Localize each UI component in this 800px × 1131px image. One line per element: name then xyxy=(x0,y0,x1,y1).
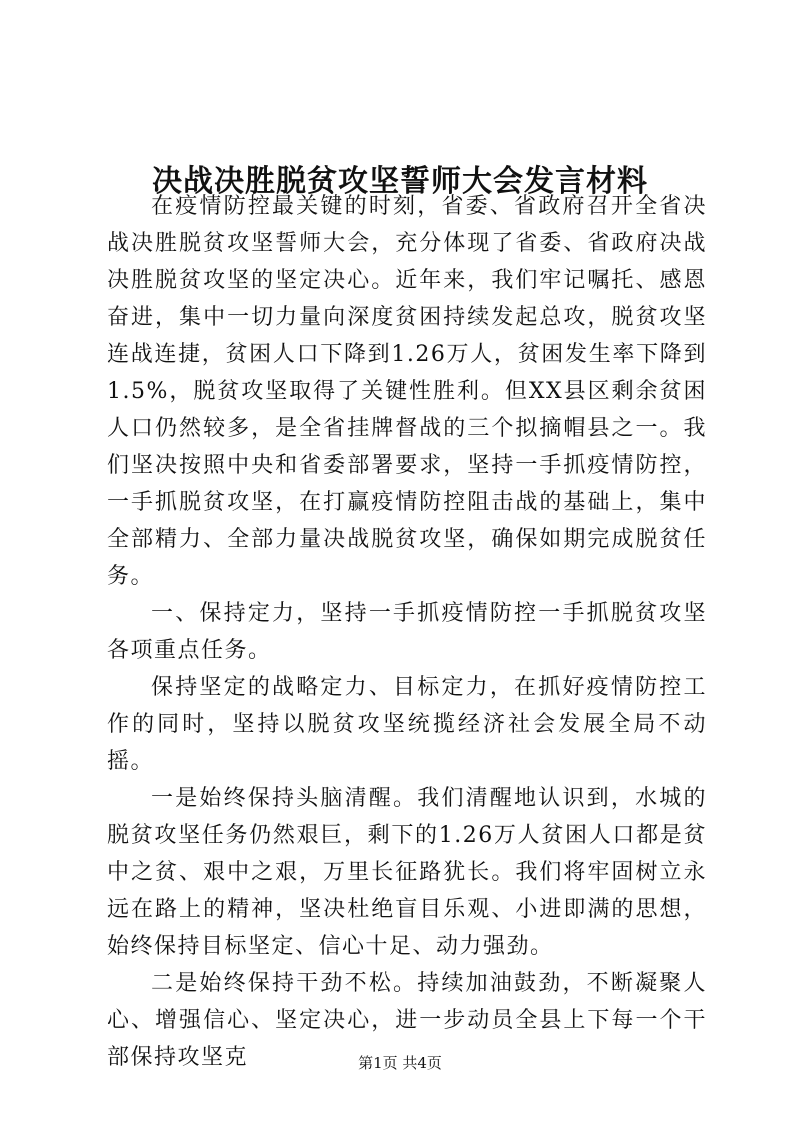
paragraph-intro: 在疫情防控最关键的时刻，省委、省政府召开全省决战决胜脱贫攻坚誓师大会，充分体现了省委、省政府决战决胜脱贫攻坚的坚定决心。近年来，我们牢记嘱托、感恩奋进，集中一切力量向深度贫困持续发起总攻，脱贫攻坚连战连捷，贫困人口下降到1.26万人，贫困发生率下降到1.5%，脱贫攻坚取得了关键性胜利。但XX县区剩余贫困人口仍然较多，是全省挂牌督战的三个拟摘帽县之一。我们坚决按照中央和省委部署要求，坚持一手抓疫情防控，一手抓脱贫攻坚，在打赢疫情防控阻击战的基础上，集中全部精力、全部力量决战脱贫攻坚，确保如期完成脱贫任务。 xyxy=(107,194,707,589)
paragraph-strategy: 保持坚定的战略定力、目标定力，在抓好疫情防控工作的同时，坚持以脱贫攻坚统揽经济社会发展全局不动摇。 xyxy=(107,675,707,774)
document-body xyxy=(107,188,707,1076)
document-title: 决战决胜脱贫攻坚誓师大会发言材料 xyxy=(152,164,648,200)
section-heading-1: 一、保持定力，坚持一手抓疫情防控一手抓脱贫攻坚各项重点任务。 xyxy=(107,601,707,663)
paragraph-point-2: 二是始终保持干劲不松。持续加油鼓劲，不断凝聚人心、增强信心、坚定决心，进一步动员全县上下每一个干部保持攻坚克 xyxy=(107,971,707,1070)
paragraph-point-1: 一是始终保持头脑清醒。我们清醒地认识到，水城的脱贫攻坚任务仍然艰巨，剩下的1.26万人贫困人口都是贫中之贫、艰中之艰，万里长征路犹长。我们将牢固树立永远在路上的精神，坚决杜绝盲目乐观、小进即满的思想，始终保持目标坚定、信心十足、动力强劲。 xyxy=(107,786,707,959)
page-number-footer: 第1页 共4页 xyxy=(358,1054,442,1072)
